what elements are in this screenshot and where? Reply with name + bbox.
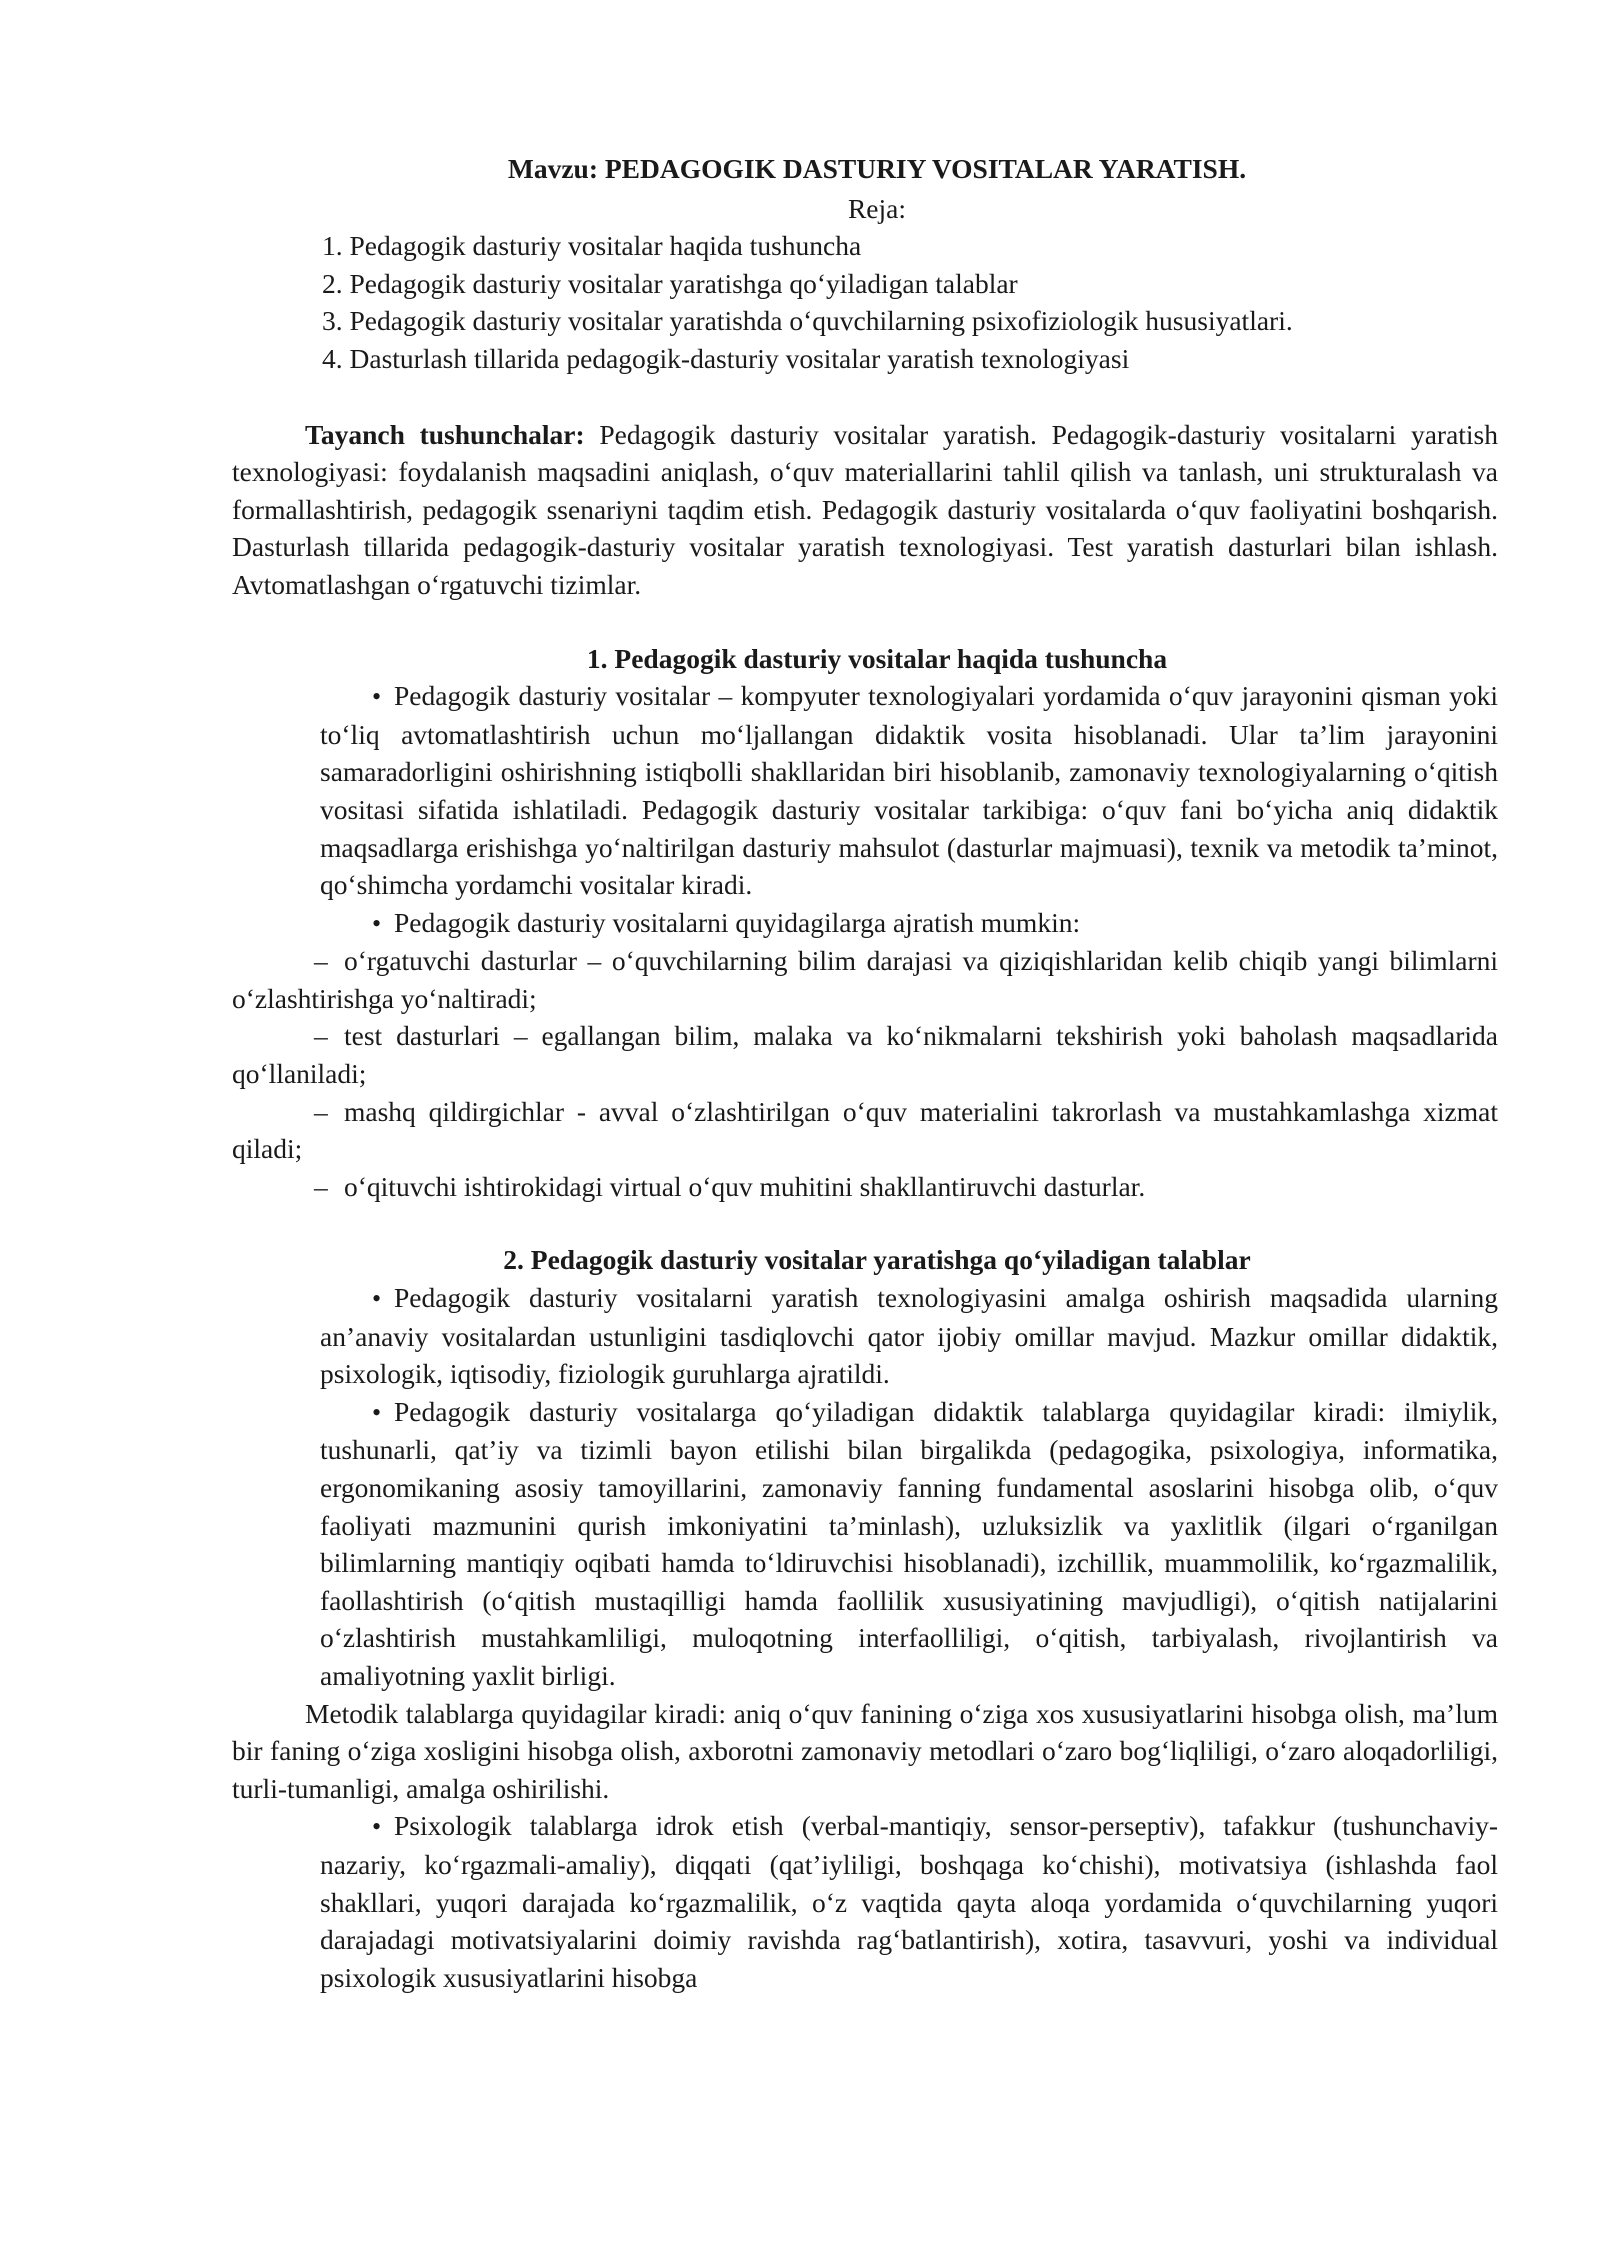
- dash-list-item: [232, 942, 1498, 1017]
- bullet-paragraph: [320, 1279, 1498, 1393]
- document-title: Mavzu: PEDAGOGIK DASTURIY VOSITALAR YARATISH.: [507, 153, 1247, 184]
- plan-item: 1. Pedagogik dasturiy vositalar haqida tushuncha: [322, 230, 862, 262]
- bullet-paragraph: [320, 677, 1498, 904]
- plan-item: 2. Pedagogik dasturiy vositalar yaratishga qo‘yiladigan talablar: [322, 267, 1018, 299]
- dash-icon: –: [314, 1020, 328, 1052]
- plan-item: 3. Pedagogik dasturiy vositalar yaratishda o‘quvchilarning psixofiziologik hususiyatlari.: [322, 305, 1293, 337]
- spacer: [232, 1205, 1498, 1241]
- dash-icon: –: [314, 1095, 328, 1127]
- bullet-icon: •: [372, 682, 382, 712]
- bullet-icon: •: [372, 1397, 382, 1427]
- key-concepts-label: Tayanch tushunchalar:: [305, 418, 585, 450]
- section-2-heading: 2. Pedagogik dasturiy vositalar yaratishga qo‘yiladigan talablar: [503, 1244, 1251, 1276]
- section-1-bullets: [232, 677, 1498, 942]
- bullet-icon: •: [372, 908, 382, 938]
- bullet-icon: •: [372, 1812, 382, 1842]
- bullet-paragraph: [320, 904, 1498, 943]
- key-concepts-text: Pedagogik dasturiy vositalar yaratish. Pedagogik-dasturiy vositalarni yaratish texnologiyasi: foydalanish maqsadini aniqlash, o‘quv materiallarini tahlil qilish va tanlash, uni strukturalash va formallashtirish, pedagogik ssenariyni taqdim etish. Pedagogik dasturiy vositalarda o‘quv faoliyatini boshqarish. Dasturlash tillarida pedagogik-dasturiy vositalar yaratish texnologiyasi. Test yaratish dasturlari bilan ishlash. Avtomatlashgan o‘rgatuvchi tizimlar.: [232, 418, 1499, 600]
- dash-list-item: [232, 1017, 1498, 1092]
- section-2-bullets-continued: [232, 1807, 1498, 1996]
- dash-text: o‘qituvchi ishtirokidagi virtual o‘quv muhitini shakllantiruvchi dasturlar.: [344, 1170, 1146, 1202]
- methodical-requirements-paragraph: Metodik talablarga quyidagilar kiradi: aniq o‘quv fanining o‘ziga xos xususiyatlarini hisobga olish, ma’lum bir faning o‘ziga xosligini hisobga olish, axborotni zamonaviy metodlari o‘zaro bog‘liqliligi, o‘zaro aloqadorliligi, turli-tumanligi, amalga oshirilishi.: [232, 1697, 1498, 1804]
- plan-item: 4. Dasturlash tillarida pedagogik-dasturiy vositalar yaratish texnologiyasi: [322, 342, 1130, 374]
- dash-list-item: [232, 1168, 1498, 1206]
- bullet-text: Pedagogik dasturiy vositalarga qo‘yiladigan didaktik talablarga quyidagilar kiradi: ilmiylik, tushunarli, qat’iy va tizimli bayon etilishi bilan birgalikda (pedagogika, psixologiya, informatika, ergonomikaning asosiy tamoyillarini, zamonaviy fanning fundamental asoslarini hisobga olib, o‘quv faoliyati mazmunini qurish imkoniyatini ta’minlash), uzluksizlik va yaxlitlik (ilgari o‘rganilgan bilimlarning mantiqiy oqibati hamda to‘ldiruvchisi hisoblanadi), izchillik, muammolilik, ko‘rgazmalilik, faollashtirish (o‘qitish mustaqilligi hamda faollilik xususiyatining mavjudligi), o‘qitish natijalarini o‘zlashtirish mustahkamliligi, muloqotning interfaolliligi, o‘qitish, tarbiyalash, rivojlantirish va amaliyotning yaxlit birligi.: [320, 1395, 1498, 1691]
- plan-label: Reja:: [847, 192, 907, 224]
- plan-list: [232, 227, 1498, 377]
- bullet-text: Pedagogik dasturiy vositalarni yaratish texnologiyasini amalga oshirish maqsadida ularning an’anaviy vositalardan ustunligini tasdiqlovchi qator ijobiy omillar mavjud. Mazkur omillar didaktik, psixologik, iqtisodiy, fiziologik guruhlarga ajratildi.: [320, 1282, 1498, 1390]
- bullet-paragraph: [320, 1807, 1498, 1996]
- key-concepts-paragraph: [232, 416, 1498, 604]
- dash-icon: –: [314, 1170, 328, 1202]
- bullet-text: Pedagogik dasturiy vositalarni quyidagilarga ajratish mumkin:: [394, 906, 1081, 938]
- dash-list-item: [232, 1093, 1498, 1168]
- spacer: [232, 378, 1498, 416]
- section-1-heading: 1. Pedagogik dasturiy vositalar haqida tushuncha: [586, 642, 1168, 674]
- spacer: [232, 604, 1498, 640]
- bullet-paragraph: [320, 1393, 1498, 1695]
- bullet-icon: •: [372, 1284, 382, 1314]
- dash-icon: –: [314, 945, 328, 977]
- section-2-bullets: [232, 1279, 1498, 1695]
- dash-text: o‘rgatuvchi dasturlar – o‘quvchilarning bilim darajasi va qiziqishlaridan kelib chiqib yangi bilimlarni o‘zlashtirishga yo‘naltiradi;: [232, 945, 1498, 1014]
- bullet-text: Pedagogik dasturiy vositalar – kompyuter texnologiyalari yordamida o‘quv jarayonini qisman yoki to‘liq avtomatlashtirish uchun mo‘ljallangan didaktik vosita hisoblanadi. Ular ta’lim jarayonini samaradorligini oshirishning istiqbolli shakllaridan biri hisoblanib, zamonaviy texnologiyalarning o‘qitish vositasi sifatida ishlatiladi. Pedagogik dasturiy vositalar tarkibiga: o‘quv fani bo‘yicha aniq didaktik maqsadlarga erishishga yo‘naltirilgan dasturiy mahsulot (dasturlar majmuasi), texnik va metodik ta’minot, qo‘shimcha yordamchi vositalar kiradi.: [320, 680, 1498, 901]
- dash-text: test dasturlari – egallangan bilim, malaka va ko‘nikmalarni tekshirish yoki baholash maqsadlarida qo‘llaniladi;: [232, 1020, 1498, 1090]
- bullet-text: Psixologik talablarga idrok etish (verbal-mantiqiy, sensor-perseptiv), tafakkur (tushunchaviy-nazariy, ko‘rgazmali-amaliy), diqqati (qat’iyliligi, boshqaga ko‘chishi), motivatsiya (ishlashda faol shakllari, yuqori darajada ko‘rgazmalilik, o‘z vaqtida qayta aloqa yordamida o‘quvchilarning yuqori darajadagi motivatsiyalarini doimiy ravishda rag‘batlantirish), xotira, tasavvuri, yoshi va individual psixologik xususiyatlarini hisobga: [320, 1810, 1498, 1993]
- dash-text: mashq qildirgichlar - avval o‘zlashtirilgan o‘quv materialini takrorlash va mustahkamlashga xizmat qiladi;: [232, 1095, 1498, 1165]
